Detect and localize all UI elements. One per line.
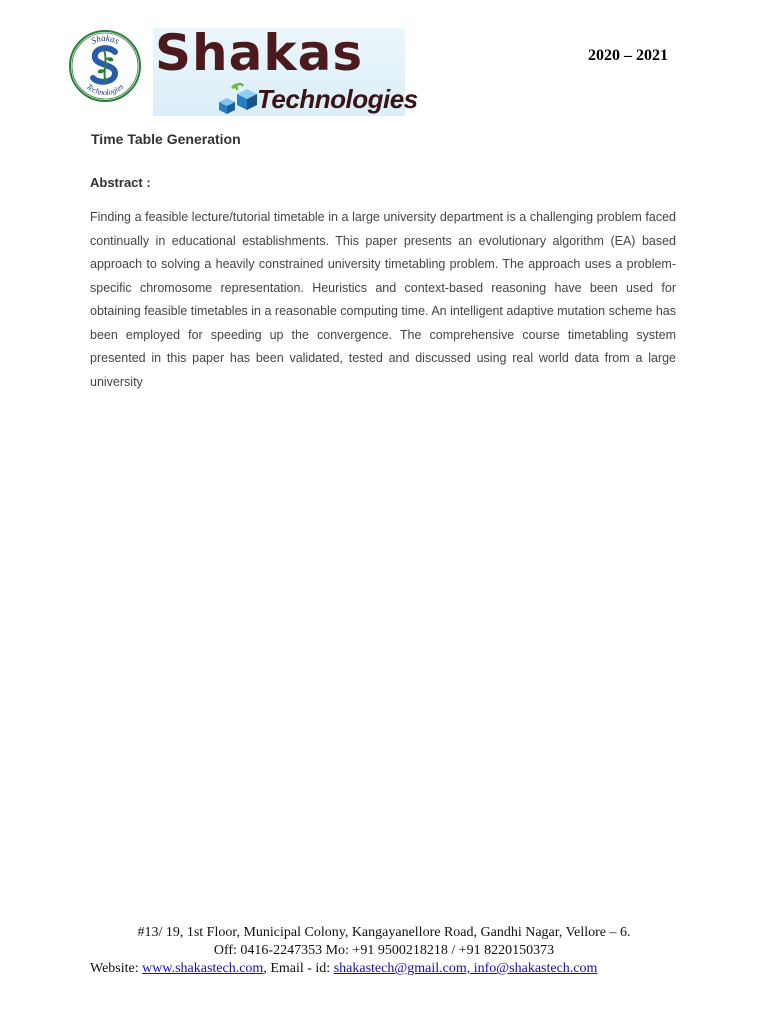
brand-subtitle: Technologies [257, 84, 418, 114]
seal-text-top: Shakas [89, 32, 121, 46]
email-links[interactable]: shakastech@gmail.com, info@shakastech.com [333, 961, 598, 976]
website-link[interactable]: www.shakastech.com [142, 961, 264, 976]
page-footer [0, 924, 768, 978]
seal-text-bottom: Technologies [84, 81, 126, 98]
email-label: , Email - id: [263, 961, 334, 976]
abstract-body: Finding a feasible lecture/tutorial timetable in a large university department is a challenging problem faced continually in educational establishments. This paper presents an evolutionary algorithm (EA) based approach to solving a heavily constrained university timetabling problem. The approach uses a problem-specific chromosome representation. Heuristics and context-based reasoning have been used for obtaining feasible timetables in a reasonable computing time. An intelligent adaptive mutation scheme has been employed for speeding up the convergence. The comprehensive course timetabling system presented in this paper has been validated, tested and discussed using real world data from a large university [90, 210, 676, 389]
academic-year: 2020 – 2021 [588, 47, 668, 64]
seal-leaf-icon [104, 50, 106, 84]
brand-wordmark [153, 24, 418, 116]
footer-contact-line [0, 960, 768, 978]
footer-phones: Off: 0416-2247353 Mo: +91 9500218218 / +91 8220150373 [213, 943, 555, 958]
company-seal-logo [68, 28, 142, 104]
footer-address: #13/ 19, 1st Floor, Municipal Colony, Kangayanellore Road, Gandhi Nagar, Vellore – 6. [137, 925, 631, 940]
document-title: Time Table Generation [91, 131, 241, 147]
brand-name: Shakas [155, 24, 364, 82]
website-label: Website: [90, 961, 143, 976]
cube-icons [213, 80, 259, 116]
abstract-heading: Abstract : [90, 175, 151, 190]
